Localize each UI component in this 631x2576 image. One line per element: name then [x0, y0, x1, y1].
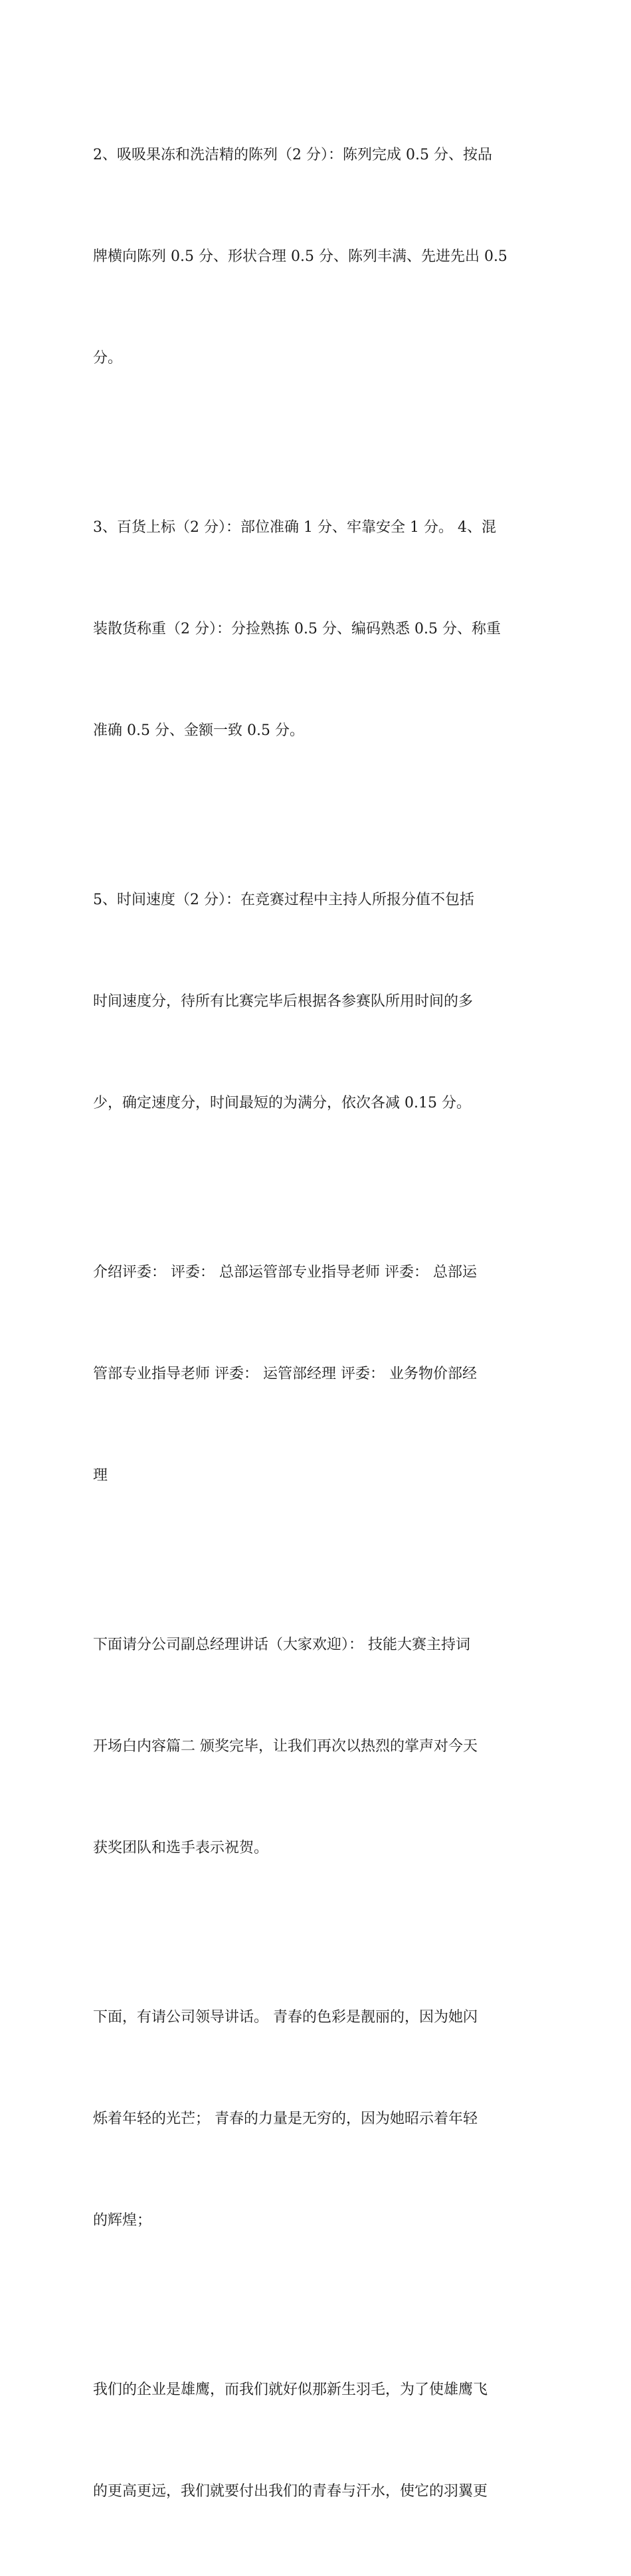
paragraph-leader-speech [93, 1933, 551, 2305]
text-line: 介绍评委： 评委： 总部运管部专业指导老师 评委： 总部运 [93, 1264, 477, 1281]
text-line: 我们的企业是雄鹰，而我们就好似那新生羽毛，为了使雄鹰飞 [93, 2381, 488, 2398]
text-line: 准确 0.5 分、金额一致 0.5 分。 [93, 722, 304, 739]
text-line: 下面，有请公司领导讲话。 青春的色彩是靓丽的，因为她闪 [93, 2009, 478, 2026]
document-page [93, 70, 551, 2576]
paragraph-display-scoring [93, 70, 551, 443]
paragraph-labeling-weighing [93, 443, 551, 815]
paragraph-enterprise-eagle [93, 2305, 551, 2576]
text-line: 烁着年轻的光芒； 青春的力量是无穷的，因为她昭示着年轻 [93, 2111, 478, 2127]
text-line: 的更高更远，我们就要付出我们的青春与汗水，使它的羽翼更 [93, 2483, 488, 2500]
text-line: 装散货称重（2 分）：分捡熟拣 0.5 分、编码熟悉 0.5 分、称重 [93, 621, 501, 637]
paragraph-vp-speech [93, 1560, 551, 1933]
text-line: 2、吸吸果冻和洗洁精的陈列（2 分）：陈列完成 0.5 分、按品 [93, 147, 492, 163]
text-line: 的辉煌； [93, 2212, 152, 2229]
text-line: 3、百货上标（2 分）：部位准确 1 分、牢靠安全 1 分。 4、混 [93, 519, 496, 536]
text-line: 分。 [93, 350, 123, 366]
text-line: 下面请分公司副总经理讲话（大家欢迎）： 技能大赛主持词 [93, 1637, 470, 1653]
text-line: 开场白内容篇二 颁奖完毕，让我们再次以热烈的掌声对今天 [93, 1738, 478, 1755]
text-line: 牌横向陈列 0.5 分、形状合理 0.5 分、陈列丰满、先进先出 0.5 [93, 248, 507, 265]
text-line: 时间速度分，待所有比赛完毕后根据各参赛队所用时间的多 [93, 993, 474, 1010]
text-line: 少，确定速度分，时间最短的为满分，依次各减 0.15 分。 [93, 1095, 471, 1111]
text-line: 5、时间速度（2 分）：在竞赛过程中主持人所报分值不包括 [93, 892, 474, 908]
text-line: 管部专业指导老师 评委： 运管部经理 评委： 业务物价部经 [93, 1366, 477, 1382]
paragraph-judges-intro [93, 1188, 551, 1560]
paragraph-time-speed [93, 815, 551, 1188]
text-line: 理 [93, 1467, 108, 1484]
text-line: 获奖团队和选手表示祝贺。 [93, 1840, 269, 1856]
